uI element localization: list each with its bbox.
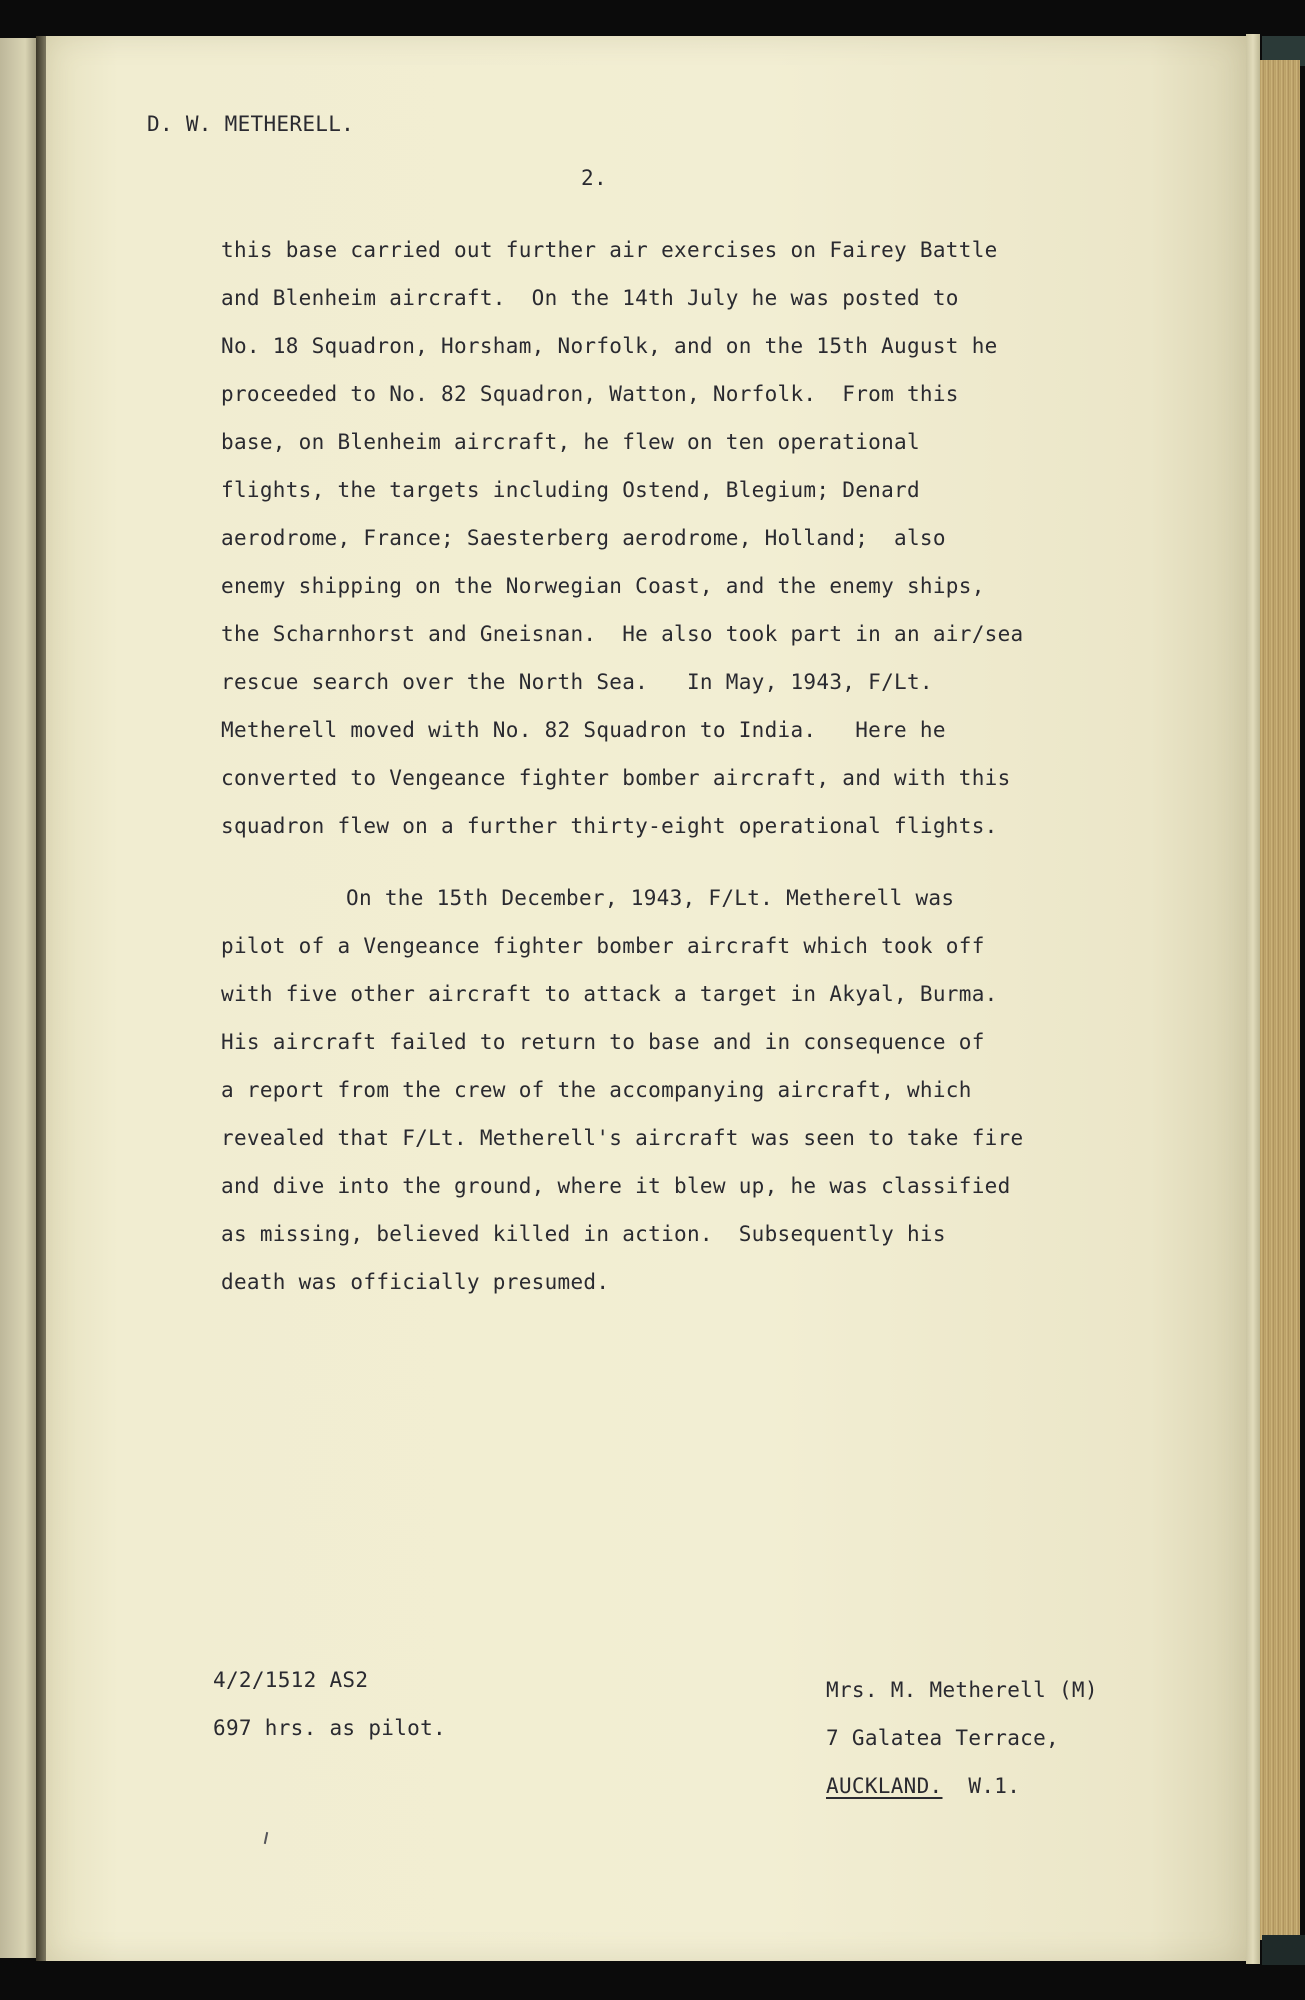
text-line: revealed that F/Lt. Metherell's aircraft was seen to take fire: [221, 1126, 1024, 1150]
header-name: D. W. METHERELL.: [147, 112, 355, 136]
address-city-line: [826, 1774, 1020, 1798]
text-line: the Scharnhorst and Gneisnan. He also took part in an air/sea: [221, 622, 1024, 646]
pen-mark: [264, 1832, 268, 1844]
text-line: enemy shipping on the Norwegian Coast, and the enemy ships,: [221, 574, 985, 598]
text-line: squadron flew on a further thirty-eight operational flights.: [221, 814, 998, 838]
text-line: His aircraft failed to return to base and in consequence of: [221, 1030, 985, 1054]
flying-hours: 697 hrs. as pilot.: [213, 1716, 446, 1740]
text-line: with five other aircraft to attack a target in Akyal, Burma.: [221, 982, 998, 1006]
text-line: as missing, believed killed in action. Subsequently his: [221, 1222, 946, 1246]
page-number: 2.: [581, 166, 607, 190]
text-line: death was officially presumed.: [221, 1270, 610, 1294]
text-line: this base carried out further air exercises on Fairey Battle: [221, 238, 998, 262]
text-line: rescue search over the North Sea. In May, 1943, F/Lt.: [221, 670, 933, 694]
book-gutter: [36, 36, 46, 1961]
text-line: and Blenheim aircraft. On the 14th July he was posted to: [221, 286, 959, 310]
page-edge: [1246, 34, 1260, 1964]
next-of-kin-name: Mrs. M. Metherell (M): [826, 1678, 1098, 1702]
text-line: a report from the crew of the accompanying aircraft, which: [221, 1078, 972, 1102]
text-line: pilot of a Vengeance fighter bomber aircraft which took off: [221, 934, 985, 958]
text-line: proceeded to No. 82 Squadron, Watton, Norfolk. From this: [221, 382, 959, 406]
text-line: and dive into the ground, where it blew up, he was classified: [221, 1174, 1011, 1198]
text-line: aerodrome, France; Saesterberg aerodrome, Holland; also: [221, 526, 946, 550]
address-city: AUCKLAND.: [826, 1774, 943, 1798]
facing-page-edge: [0, 38, 36, 1958]
text-line: flights, the targets including Ostend, Blegium; Denard: [221, 478, 920, 502]
text-line: No. 18 Squadron, Horsham, Norfolk, and on the 15th August he: [221, 334, 998, 358]
file-reference: 4/2/1512 AS2: [213, 1668, 369, 1692]
book-page-block: [1260, 60, 1300, 1940]
text-line: base, on Blenheim aircraft, he flew on ten operational: [221, 430, 920, 454]
text-line: Metherell moved with No. 82 Squadron to India. Here he: [221, 718, 946, 742]
book-cover-bottom: [1262, 1935, 1305, 1965]
text-line: converted to Vengeance fighter bomber aircraft, and with this: [221, 766, 1011, 790]
address-street: 7 Galatea Terrace,: [826, 1726, 1059, 1750]
text-line: On the 15th December, 1943, F/Lt. Metherell was: [346, 886, 955, 910]
document-page: [46, 36, 1246, 1961]
address-district: W.1.: [968, 1774, 1021, 1798]
